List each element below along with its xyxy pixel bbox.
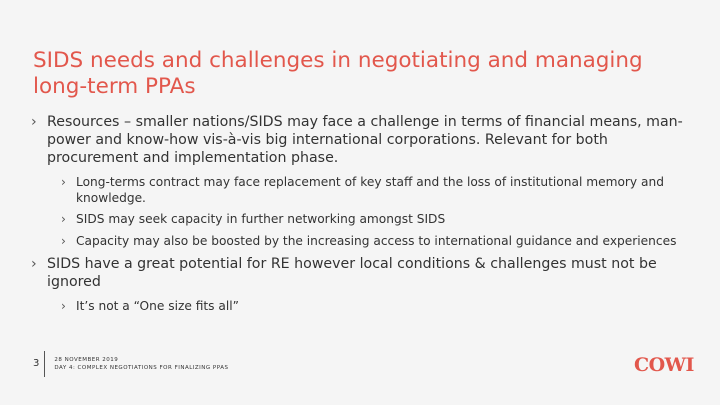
footer [33,350,228,378]
chevron-right-icon: › [31,256,37,272]
sub-bullet-item [61,299,701,315]
sub-bullet-text: It’s not a “One size fits all” [76,299,239,313]
footer-date: 28 NOVEMBER 2019 [54,357,119,363]
sub-bullet-item [61,234,701,250]
sub-bullet-text: SIDS may seek capacity in further networking amongst SIDS [76,212,446,226]
bullet-text: Resources – smaller nations/SIDS may face a challenge in terms of financial means, man-power and know-how vis-à-vis big international corporations. Relevant for both procurement and implementation phase. [47,114,683,166]
bullet-item [31,255,701,291]
bullet-list [31,113,701,321]
chevron-right-icon: › [61,299,66,313]
page-number: 3 [33,351,45,377]
sub-bullet-item [61,175,701,206]
sub-bullet-item [61,212,701,228]
chevron-right-icon: › [61,233,66,248]
sub-bullet-text: Capacity may also be boosted by the increasing access to international guidance and experiences [76,233,677,248]
chevron-right-icon: › [31,114,37,130]
chevron-right-icon: › [61,212,66,226]
slide-title: SIDS needs and challenges in negotiating and managing long-term PPAs [33,48,643,99]
bullet-text: SIDS have a great potential for RE however local conditions & challenges must not be ignored [47,256,657,290]
cowi-logo: COWI [634,354,694,376]
footer-caption [54,356,228,372]
sub-bullet-text: Long-terms contract may face replacement of key staff and the loss of institutional memory and knowledge. [76,175,664,205]
chevron-right-icon: › [61,175,66,189]
footer-event: DAY 4: COMPLEX NEGOTIATIONS FOR FINALIZING PPAS [54,365,229,371]
bullet-item [31,113,701,167]
